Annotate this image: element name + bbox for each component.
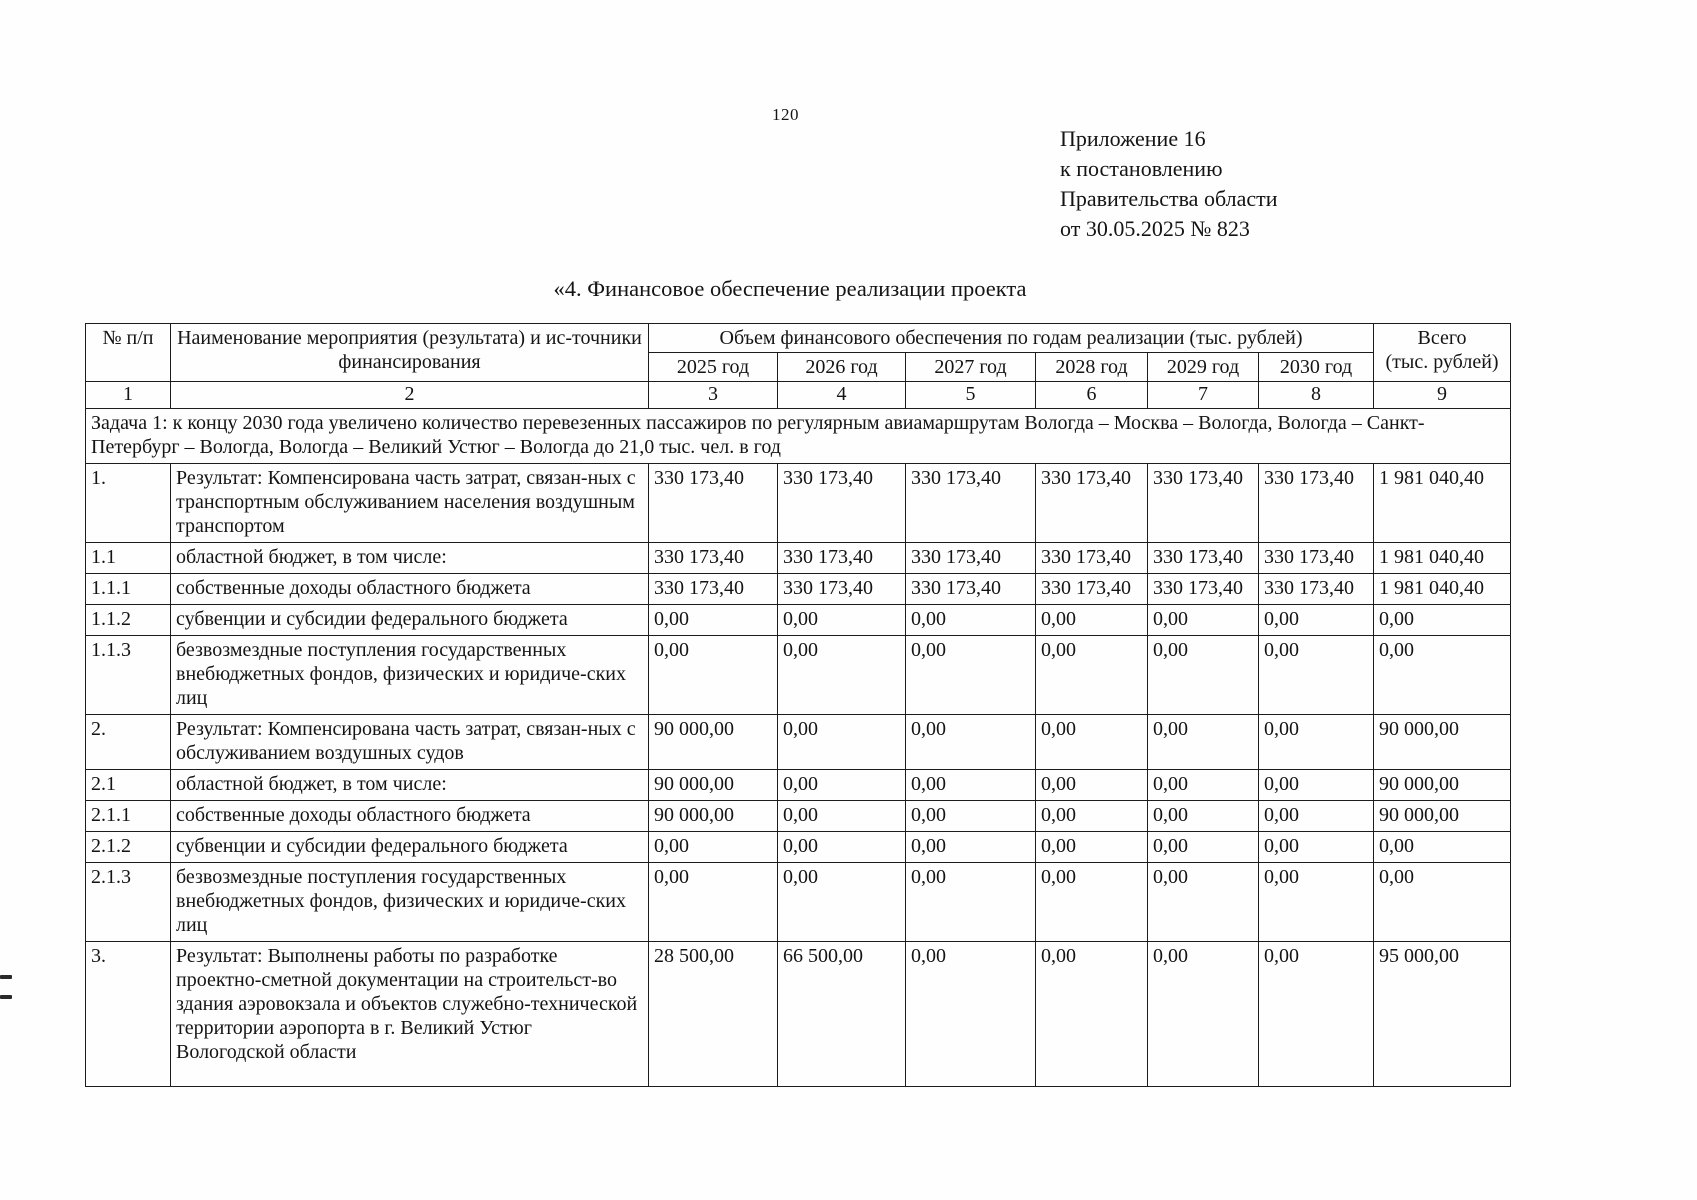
row-value-cell: 330 173,40 <box>649 543 778 574</box>
row-value-cell: 0,00 <box>1148 715 1259 770</box>
table-row <box>86 863 1511 942</box>
row-value-cell: 0,00 <box>1036 605 1148 636</box>
row-name-cell: Результат: Компенсирована часть затрат, связан-ных с транспортным обслуживанием населения воздушным транспортом <box>171 464 649 543</box>
row-value-cell: 0,00 <box>1259 770 1374 801</box>
row-total-cell: 0,00 <box>1374 605 1511 636</box>
row-total-cell: 95 000,00 <box>1374 942 1511 1087</box>
row-number-cell: 1.1.1 <box>86 574 171 605</box>
row-value-cell: 330 173,40 <box>778 464 906 543</box>
colnum-cell: 7 <box>1148 382 1259 409</box>
appendix-line: Правительства области <box>1060 186 1278 211</box>
colnum-cell: 6 <box>1036 382 1148 409</box>
header-year-2030: 2030 год <box>1259 353 1374 382</box>
colnum-cell: 5 <box>906 382 1036 409</box>
row-name-cell: областной бюджет, в том числе: <box>171 770 649 801</box>
row-value-cell: 0,00 <box>1036 863 1148 942</box>
header-total <box>1374 324 1511 382</box>
row-value-cell: 90 000,00 <box>649 770 778 801</box>
colnum-cell: 3 <box>649 382 778 409</box>
row-value-cell: 0,00 <box>649 605 778 636</box>
row-value-cell: 0,00 <box>778 801 906 832</box>
colnum-cell: 9 <box>1374 382 1511 409</box>
row-value-cell: 90 000,00 <box>649 715 778 770</box>
row-value-cell: 0,00 <box>1259 715 1374 770</box>
table-header <box>86 324 1511 409</box>
row-value-cell: 0,00 <box>906 832 1036 863</box>
row-number-cell: 2.1.3 <box>86 863 171 942</box>
row-value-cell: 330 173,40 <box>1259 574 1374 605</box>
row-total-cell: 0,00 <box>1374 636 1511 715</box>
header-year-2028: 2028 год <box>1036 353 1148 382</box>
row-value-cell: 0,00 <box>1259 832 1374 863</box>
row-number-cell: 1.1 <box>86 543 171 574</box>
header-total-line2: (тыс. рублей) <box>1385 351 1499 373</box>
row-total-cell: 90 000,00 <box>1374 770 1511 801</box>
table-row <box>86 715 1511 770</box>
row-value-cell: 0,00 <box>1259 942 1374 1087</box>
row-total-cell: 1 981 040,40 <box>1374 574 1511 605</box>
row-value-cell: 0,00 <box>906 801 1036 832</box>
row-number-cell: 1.1.3 <box>86 636 171 715</box>
row-value-cell: 0,00 <box>1148 770 1259 801</box>
row-value-cell: 0,00 <box>778 636 906 715</box>
row-total-cell: 1 981 040,40 <box>1374 543 1511 574</box>
row-total-cell: 0,00 <box>1374 832 1511 863</box>
row-value-cell: 0,00 <box>649 863 778 942</box>
row-value-cell: 0,00 <box>1148 605 1259 636</box>
row-total-cell: 90 000,00 <box>1374 715 1511 770</box>
row-value-cell: 0,00 <box>1259 636 1374 715</box>
row-name-cell: областной бюджет, в том числе: <box>171 543 649 574</box>
row-value-cell: 330 173,40 <box>1148 464 1259 543</box>
appendix-line: от 30.05.2025 № 823 <box>1060 216 1250 241</box>
row-value-cell: 0,00 <box>1259 801 1374 832</box>
row-value-cell: 0,00 <box>778 605 906 636</box>
row-total-cell: 0,00 <box>1374 863 1511 942</box>
row-name-cell: Результат: Выполнены работы по разработке проектно-сметной документации на строительст-во здания аэровокзала и объектов служебно-технической территории аэропорта в г. Великий Устюг Вологодской области <box>171 942 649 1087</box>
row-value-cell: 330 173,40 <box>778 543 906 574</box>
row-number-cell: 2. <box>86 715 171 770</box>
appendix-line: Приложение 16 <box>1060 126 1206 151</box>
row-number-cell: 1.1.2 <box>86 605 171 636</box>
row-value-cell: 0,00 <box>906 605 1036 636</box>
row-value-cell: 330 173,40 <box>1259 543 1374 574</box>
row-value-cell: 0,00 <box>1036 832 1148 863</box>
row-number-cell: 1. <box>86 464 171 543</box>
row-value-cell: 90 000,00 <box>649 801 778 832</box>
header-row-colnumbers <box>86 382 1511 409</box>
row-value-cell: 0,00 <box>1148 801 1259 832</box>
row-value-cell: 0,00 <box>778 770 906 801</box>
finance-table <box>85 323 1511 1087</box>
row-value-cell: 330 173,40 <box>906 464 1036 543</box>
task-cell: Задача 1: к концу 2030 года увеличено количество перевезенных пассажиров по регулярным авиамаршрутам Вологда – Москва – Вологда, Вологда – Санкт-Петербург – Вологда, Вологда – Великий Устюг – Вологда до 21,0 тыс. чел. в год <box>86 409 1511 464</box>
colnum-cell: 1 <box>86 382 171 409</box>
table-row <box>86 770 1511 801</box>
row-value-cell: 330 173,40 <box>649 574 778 605</box>
appendix-block <box>1060 124 1278 244</box>
row-total-cell: 1 981 040,40 <box>1374 464 1511 543</box>
row-value-cell: 0,00 <box>1259 863 1374 942</box>
header-total-line1: Всего <box>1417 327 1467 349</box>
row-name-cell: субвенции и субсидии федерального бюджета <box>171 605 649 636</box>
document-title: «4. Финансовое обеспечение реализации проекта <box>553 276 1027 301</box>
header-year-2025: 2025 год <box>649 353 778 382</box>
row-value-cell: 0,00 <box>778 715 906 770</box>
row-value-cell: 0,00 <box>1259 605 1374 636</box>
row-value-cell: 0,00 <box>1036 636 1148 715</box>
row-number-cell: 2.1.1 <box>86 801 171 832</box>
colnum-cell: 4 <box>778 382 906 409</box>
row-value-cell: 330 173,40 <box>1148 574 1259 605</box>
row-name-cell: Результат: Компенсирована часть затрат, связан-ных с обслуживанием воздушных судов <box>171 715 649 770</box>
header-year-2026: 2026 год <box>778 353 906 382</box>
table-row <box>86 942 1511 1087</box>
table-row <box>86 801 1511 832</box>
row-value-cell: 0,00 <box>1036 715 1148 770</box>
row-value-cell: 0,00 <box>778 832 906 863</box>
header-name: Наименование мероприятия (результата) и ис-точники финансирования <box>171 324 649 382</box>
task-row <box>86 409 1511 464</box>
table-row <box>86 832 1511 863</box>
row-value-cell: 0,00 <box>1036 770 1148 801</box>
row-value-cell: 0,00 <box>906 863 1036 942</box>
row-value-cell: 330 173,40 <box>1036 543 1148 574</box>
row-value-cell: 330 173,40 <box>778 574 906 605</box>
row-value-cell: 0,00 <box>778 863 906 942</box>
table-row <box>86 464 1511 543</box>
header-year-2029: 2029 год <box>1148 353 1259 382</box>
row-value-cell: 0,00 <box>906 942 1036 1087</box>
row-name-cell: субвенции и субсидии федерального бюджета <box>171 832 649 863</box>
page-number: 120 <box>772 105 799 124</box>
row-value-cell: 28 500,00 <box>649 942 778 1087</box>
row-value-cell: 0,00 <box>1148 863 1259 942</box>
row-value-cell: 330 173,40 <box>1148 543 1259 574</box>
row-value-cell: 0,00 <box>1036 942 1148 1087</box>
header-num: № п/п <box>86 324 171 382</box>
row-value-cell: 0,00 <box>649 832 778 863</box>
row-value-cell: 0,00 <box>649 636 778 715</box>
row-number-cell: 2.1 <box>86 770 171 801</box>
row-value-cell: 66 500,00 <box>778 942 906 1087</box>
colnum-cell: 8 <box>1259 382 1374 409</box>
row-name-cell: безвозмездные поступления государственных внебюджетных фондов, физических и юридиче-ских лиц <box>171 863 649 942</box>
row-value-cell: 330 173,40 <box>1259 464 1374 543</box>
header-row-groups <box>86 324 1511 353</box>
row-value-cell: 0,00 <box>1036 801 1148 832</box>
row-value-cell: 0,00 <box>906 770 1036 801</box>
row-total-cell: 90 000,00 <box>1374 801 1511 832</box>
row-value-cell: 330 173,40 <box>649 464 778 543</box>
row-value-cell: 0,00 <box>906 715 1036 770</box>
row-name-cell: собственные доходы областного бюджета <box>171 801 649 832</box>
row-value-cell: 0,00 <box>1148 832 1259 863</box>
appendix-line: к постановлению <box>1060 156 1223 181</box>
scan-artifact <box>0 975 12 1015</box>
table-body <box>86 409 1511 1087</box>
table-row <box>86 543 1511 574</box>
row-value-cell: 0,00 <box>906 636 1036 715</box>
row-number-cell: 3. <box>86 942 171 1087</box>
table-row <box>86 574 1511 605</box>
table-row <box>86 636 1511 715</box>
colnum-cell: 2 <box>171 382 649 409</box>
header-volume: Объем финансового обеспечения по годам реализации (тыс. рублей) <box>649 324 1374 353</box>
row-number-cell: 2.1.2 <box>86 832 171 863</box>
row-name-cell: безвозмездные поступления государственных внебюджетных фондов, физических и юридиче-ских лиц <box>171 636 649 715</box>
row-name-cell: собственные доходы областного бюджета <box>171 574 649 605</box>
row-value-cell: 330 173,40 <box>1036 464 1148 543</box>
row-value-cell: 0,00 <box>1148 636 1259 715</box>
row-value-cell: 330 173,40 <box>906 543 1036 574</box>
row-value-cell: 330 173,40 <box>1036 574 1148 605</box>
table-row <box>86 605 1511 636</box>
row-value-cell: 0,00 <box>1148 942 1259 1087</box>
row-value-cell: 330 173,40 <box>906 574 1036 605</box>
header-year-2027: 2027 год <box>906 353 1036 382</box>
